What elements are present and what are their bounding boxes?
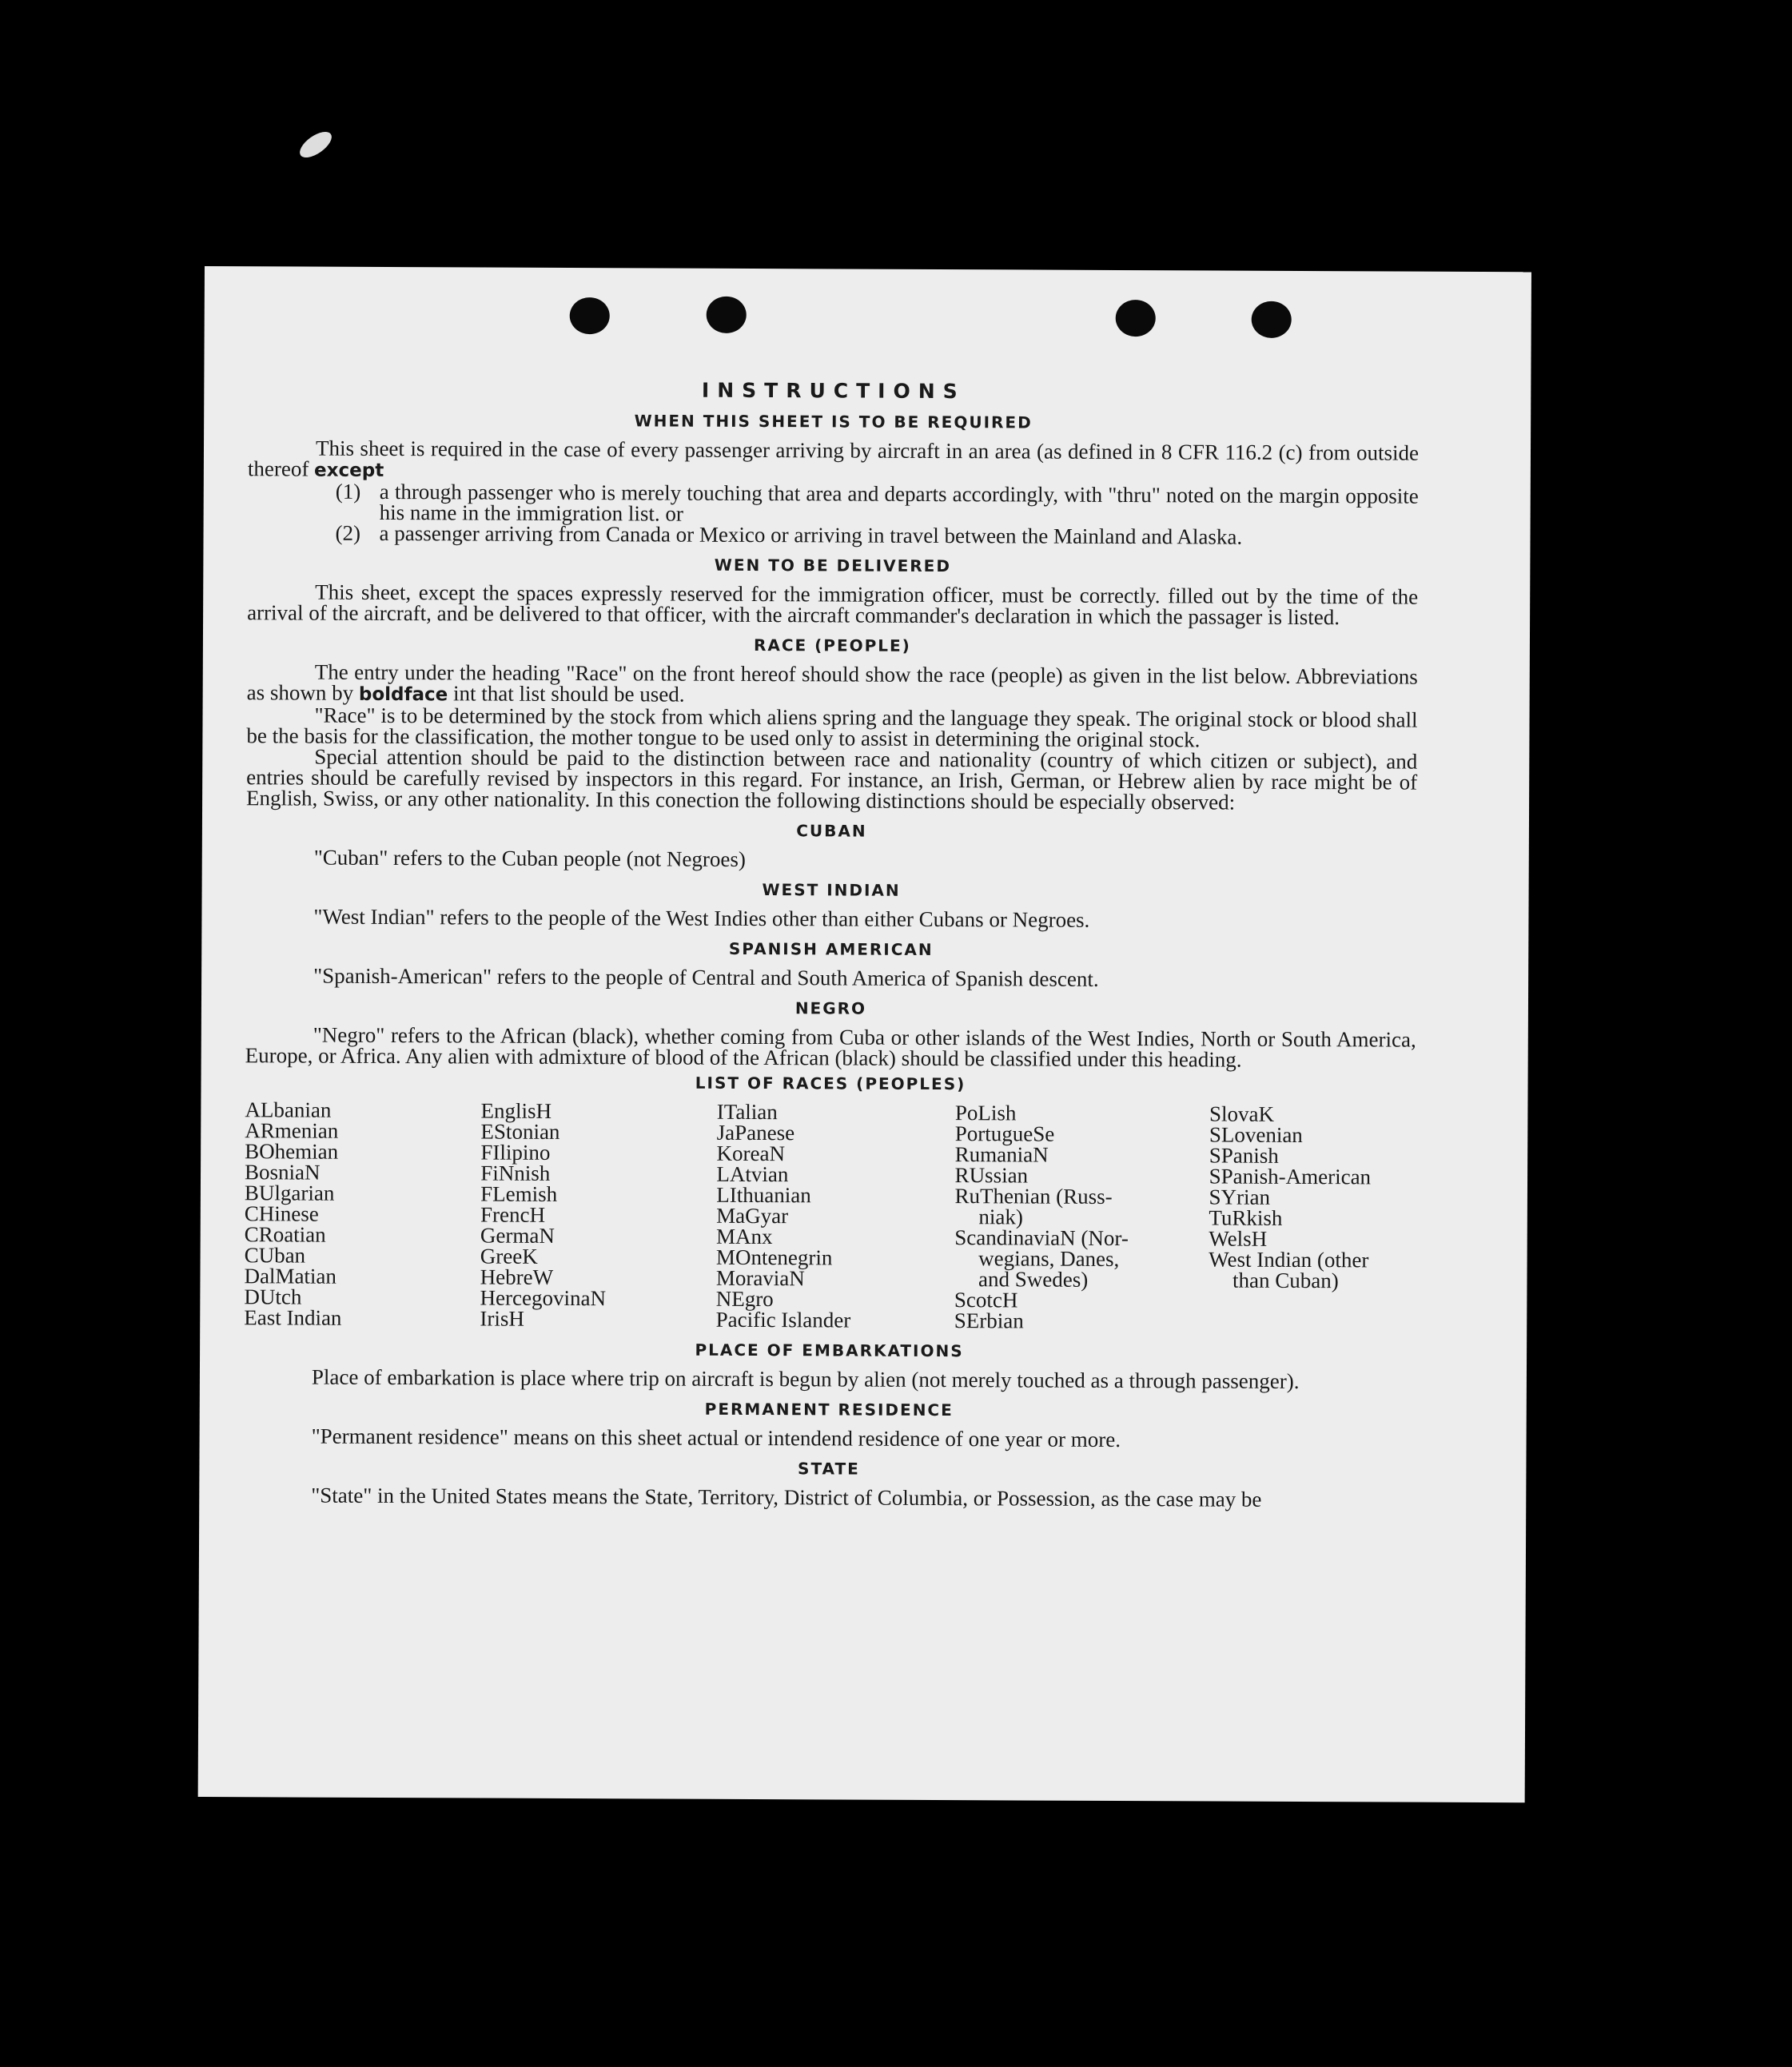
race-entry: BOhemian <box>245 1139 339 1164</box>
negro-text: "Negro" refers to the African (black), whether coming from Cuba or other islands of the West Indies, North or South America, Europe, or Africa. Any alien with admixture of blood of the African (black) should be classified under this heading. <box>245 1022 1416 1072</box>
punch-hole <box>1252 301 1292 338</box>
section-heading-west-indian: WEST INDIAN <box>762 880 901 900</box>
spanish-american-text: "Spanish-American" refers to the people of Central and South America of Spanish descent. <box>313 963 1099 991</box>
race-entry: niak) <box>978 1205 1023 1229</box>
race-entry: ScandinaviaN (Nor- <box>954 1225 1129 1251</box>
race-entry: RuThenian (Russ- <box>954 1184 1113 1209</box>
race-entry: NEgro <box>715 1286 774 1312</box>
race-entry: TuRkish <box>1209 1205 1283 1230</box>
race-entry: FLemish <box>480 1181 558 1206</box>
page-title: INSTRUCTIONS <box>701 378 966 404</box>
permanent-residence-text: "Permanent residence" means on this sheet actual or intendend residence of one year or more. <box>311 1424 1121 1452</box>
race-paragraph-3: Special attention should be paid to the distinction between race and nationality (country of which citizen or subject), and entries should be carefully revised by inspectors in this regard. For instance, an Irish, German, or Hebrew alien by race might be of English, Swiss, or any other nationality. In this conection the following distinctions should be especially observed: <box>246 744 1418 814</box>
when-delivered-text: This sheet, except the spaces expressly reserved for the immigration officer, must be correctly. filled out by the time of the arrival of the aircraft, and be delivered to that officer, with the aircraft commander's declaration in which the passager is listed. <box>247 579 1419 630</box>
race-entry: WelsH <box>1209 1226 1268 1251</box>
item-number: (1) <box>335 479 361 504</box>
race-entry: FiNnish <box>480 1161 551 1185</box>
race-entry: RUssian <box>954 1163 1029 1188</box>
west-indian-text: "West Indian" refers to the people of the West Indies other than either Cubans or Negroes. <box>313 904 1090 932</box>
race-entry: MOntenegrin <box>715 1245 833 1270</box>
section-heading-when-delivered: WEN TO BE DELIVERED <box>714 555 952 576</box>
race-entry: SlovaK <box>1209 1101 1275 1126</box>
race-entry: East Indian <box>244 1305 342 1330</box>
section-heading-negro: NEGRO <box>794 998 867 1018</box>
boldface-word: boldface <box>358 683 448 706</box>
race-entry: PoLish <box>954 1101 1017 1125</box>
exception-item <box>335 520 1418 549</box>
races-column <box>716 1101 955 1331</box>
embarkation-text: Place of embarkation is place where trip on aircraft is begun by alien (not merely touched as a through passenger). <box>311 1364 1300 1393</box>
races-list <box>244 1099 1416 1332</box>
race-paragraph-1: The entry under the heading "Race" on the front hereof should show the race (people) as given in the list below. Abbreviations as shown by boldface int that list should be used. <box>246 659 1418 707</box>
document-page <box>198 266 1531 1802</box>
race-entry: GermaN <box>480 1223 555 1248</box>
races-column <box>954 1102 1209 1332</box>
race-entry: DUtch <box>244 1284 302 1309</box>
race-entry: West Indian (other <box>1209 1247 1369 1272</box>
section-heading-when-required: WHEN THIS SHEET IS TO BE REQUIRED <box>634 411 1033 432</box>
race-entry: SErbian <box>954 1308 1024 1333</box>
races-column <box>244 1099 480 1328</box>
race-entry: FIlipino <box>480 1140 551 1165</box>
exception-item <box>336 481 1419 528</box>
race-paragraph-2: "Race" is to be determined by the stock from which aliens spring and the language they speak. The original stock or blood shall be the basis for the classification, the mother tongue to be used only to assist in determining the original stock. <box>246 703 1418 752</box>
section-heading-race: RACE (PEOPLE) <box>753 635 911 655</box>
race-entry: HercegovinaN <box>480 1285 607 1311</box>
section-heading-spanish-american: SPANISH AMERICAN <box>728 938 934 959</box>
race-entry: PortugueSe <box>954 1121 1055 1146</box>
instructions-content <box>243 378 1419 1510</box>
section-heading-embarkation: PLACE OF EMBARKATIONS <box>695 1340 964 1361</box>
race-entry: wegians, Danes, <box>978 1246 1120 1272</box>
race-entry: LAtvian <box>716 1161 789 1187</box>
race-entry: JaPanese <box>716 1120 795 1145</box>
races-column <box>480 1098 716 1331</box>
race-entry: BosniaN <box>244 1160 321 1185</box>
race-entry: Pacific Islander <box>715 1307 851 1332</box>
race-entry: MaGyar <box>716 1203 789 1229</box>
race-entry: MoraviaN <box>715 1265 805 1291</box>
section-heading-list-of-races: LIST OF RACES (PEOPLES) <box>695 1073 966 1094</box>
race-entry: HebreW <box>480 1264 554 1289</box>
punch-hole <box>1116 300 1156 337</box>
race-entry: FrencH <box>480 1202 546 1227</box>
race-entry: than Cuban) <box>1232 1268 1339 1293</box>
race-entry: ALbanian <box>245 1097 332 1122</box>
race-entry: BUlgarian <box>244 1181 335 1205</box>
race-entry: KoreaN <box>716 1141 786 1166</box>
race-entry: EStonian <box>480 1119 560 1144</box>
race-entry: GreeK <box>480 1244 538 1268</box>
race-entry: and Swedes) <box>978 1267 1089 1292</box>
race-entry: ScotcH <box>954 1288 1018 1312</box>
race-entry: SPanish <box>1209 1143 1279 1168</box>
punch-hole <box>707 297 747 333</box>
cuban-text: "Cuban" refers to the Cuban people (not Negroes) <box>313 845 746 871</box>
race-entry: IrisH <box>480 1306 525 1331</box>
race-entry: CUban <box>244 1243 306 1268</box>
item-text: a through passenger who is merely touching that area and departs accordingly, with "thru" noted on the margin opposite his name in the immigration list. or <box>379 479 1419 526</box>
state-text: "State" in the United States means the State, Territory, District of Columbia, or Possession, as the case may be <box>311 1483 1262 1511</box>
when-required-intro: This sheet is required in the case of every passenger arriving by aircraft in an area (as defined in 8 CFR 116.2 (c) from outside thereof except <box>247 436 1420 481</box>
section-heading-cuban: CUBAN <box>796 821 867 841</box>
race-entry: ARmenian <box>245 1118 339 1143</box>
race-entry: MAnx <box>716 1224 773 1249</box>
races-column <box>1209 1103 1416 1332</box>
except-word: except <box>314 460 384 481</box>
item-text: a passenger arriving from Canada or Mexico or arriving in travel between the Mainland and Alaska. <box>379 520 1243 549</box>
punch-hole <box>570 297 610 334</box>
race-entry: LIthuanian <box>716 1182 811 1208</box>
race-entry: CRoatian <box>244 1222 326 1247</box>
race-entry: SPanish-American <box>1209 1164 1372 1189</box>
race-entry: SLovenian <box>1209 1122 1303 1148</box>
section-heading-state: STATE <box>798 1459 860 1479</box>
race-entry: ITalian <box>716 1099 778 1125</box>
section-heading-permanent-residence: PERMANENT RESIDENCE <box>704 1399 954 1420</box>
race-entry: RumaniaN <box>954 1142 1049 1167</box>
race-entry: SYrian <box>1209 1185 1271 1209</box>
race-entry: DalMatian <box>244 1264 337 1288</box>
race-entry: CHinese <box>244 1201 319 1226</box>
race-entry: EnglisH <box>480 1098 552 1123</box>
item-number: (2) <box>335 520 361 545</box>
scan-artifact <box>296 127 336 162</box>
